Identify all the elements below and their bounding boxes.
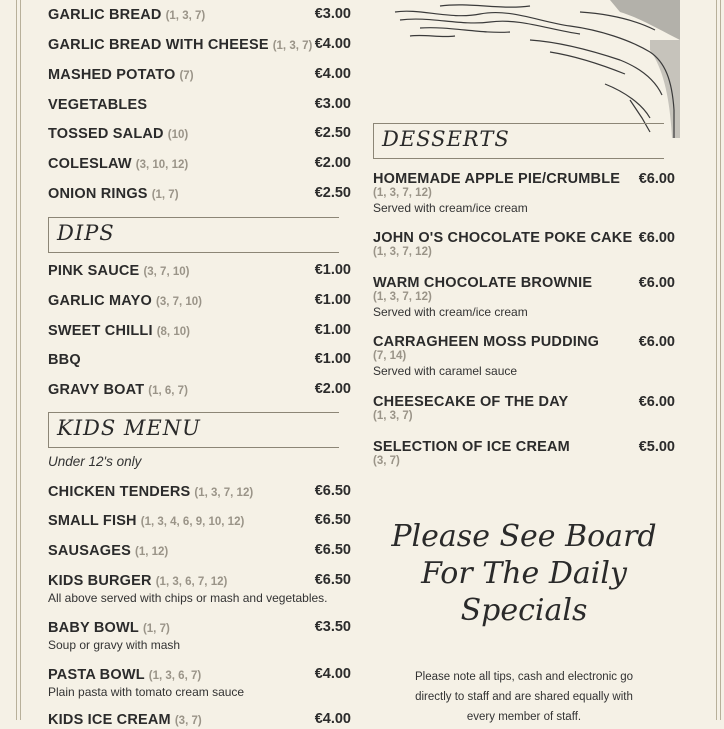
item-name: TOSSED SALAD [48, 126, 164, 142]
item-price: €6.00 [638, 394, 675, 410]
item-description: Served with cream/ice cream [373, 201, 528, 215]
page-border-right [716, 0, 721, 720]
item-price: €6.50 [314, 483, 351, 499]
item-price: €2.00 [314, 381, 351, 397]
item-price: €3.00 [314, 6, 351, 22]
item-price: €4.00 [314, 36, 351, 52]
side-item [48, 125, 351, 143]
item-allergens: (3, 7, 10) [155, 296, 203, 308]
dip-item [48, 262, 351, 280]
item-allergens: (3, 7, 10) [143, 266, 190, 278]
item-name: PINK SAUCE [48, 263, 140, 279]
dip-item [48, 322, 351, 340]
kids-item [48, 572, 351, 605]
item-allergens: (1, 3, 7, 12) [194, 487, 254, 499]
side-item [48, 185, 351, 203]
item-name: SMALL FISH [48, 513, 137, 529]
desserts-header [373, 123, 664, 159]
item-price: €1.00 [314, 292, 351, 308]
dip-item [48, 381, 351, 399]
item-description: Plain pasta with tomato cream sauce [48, 685, 245, 699]
kids-item [48, 483, 351, 501]
tips-note-line-1: Please note all tips, cash and electronic go [415, 671, 633, 683]
item-name: MASHED POTATO [48, 67, 176, 83]
specials-line-2: For The Daily [421, 556, 627, 591]
item-name: PASTA BOWL [48, 667, 145, 683]
item-allergens: (1, 3, 7) [272, 40, 313, 52]
kids-item [48, 619, 351, 652]
item-price: €5.00 [638, 439, 675, 455]
item-price: €4.00 [314, 666, 351, 682]
item-name: GARLIC BREAD WITH CHEESE [48, 37, 269, 53]
item-allergens: (1, 3, 4, 6, 9, 10, 12) [140, 516, 245, 528]
item-price: €3.50 [314, 619, 351, 635]
item-price: €4.00 [314, 66, 351, 82]
tips-note-line-3: every member of staff. [466, 711, 582, 723]
item-allergens: (1, 3, 7) [373, 410, 413, 422]
dessert-item [373, 334, 675, 378]
item-name: HOMEMADE APPLE PIE/CRUMBLE [373, 171, 621, 187]
item-price: €4.00 [314, 711, 351, 727]
item-price: €6.50 [314, 542, 351, 558]
item-name: CARRAGHEEN MOSS PUDDING [373, 334, 600, 350]
item-name: SWEET CHILLI [48, 323, 153, 339]
item-allergens: (3, 7) [373, 455, 400, 467]
dips-header [48, 217, 339, 253]
side-item [48, 36, 351, 54]
side-item [48, 155, 351, 173]
tips-note [373, 667, 675, 727]
coastline-sketch-illustration [380, 0, 680, 140]
item-price: €2.50 [314, 185, 351, 201]
specials-line-1: Please See Board [391, 519, 657, 554]
item-name: ONION RINGS [48, 186, 148, 202]
item-allergens: (1, 3, 7, 12) [373, 187, 432, 199]
item-name: KIDS ICE CREAM [48, 712, 171, 728]
kids-menu-header-title: KIDS MENU [57, 416, 201, 440]
side-item [48, 6, 351, 24]
side-item [48, 96, 351, 114]
page-border-left [16, 0, 21, 720]
item-name: JOHN O'S CHOCOLATE POKE CAKE [373, 230, 633, 246]
item-price: €6.50 [314, 512, 351, 528]
dessert-item [373, 230, 675, 259]
item-allergens: (7) [179, 70, 194, 82]
item-name: WARM CHOCOLATE BROWNIE [373, 275, 593, 291]
kids-item [48, 542, 351, 560]
item-allergens: (1, 7) [142, 623, 170, 635]
item-price: €1.00 [314, 262, 351, 278]
item-price: €6.00 [638, 230, 675, 246]
item-name: BABY BOWL [48, 620, 139, 636]
kids-age-note: Under 12's only [48, 454, 142, 469]
item-name: BBQ [48, 352, 81, 368]
dip-item [48, 351, 351, 369]
item-name: GARLIC BREAD [48, 7, 162, 23]
item-allergens: (1, 7) [151, 189, 179, 201]
item-name: GARLIC MAYO [48, 293, 152, 309]
tips-note-line-2: directly to staff and are shared equally with [415, 691, 633, 703]
item-allergens: (3, 10, 12) [135, 159, 189, 171]
dips-header-title: DIPS [57, 221, 115, 245]
item-price: €6.00 [638, 334, 675, 350]
item-price: €1.00 [314, 351, 351, 367]
item-allergens: (3, 7) [174, 715, 202, 727]
kids-item [48, 512, 351, 530]
kids-item [48, 711, 351, 729]
dessert-item [373, 394, 675, 423]
item-price: €6.50 [314, 572, 351, 588]
item-allergens: (10) [167, 129, 189, 141]
item-allergens: (1, 6, 7) [148, 385, 188, 397]
dip-item [48, 292, 351, 310]
item-allergens: (1, 3, 7, 12) [373, 291, 432, 303]
item-description: Soup or gravy with mash [48, 638, 181, 652]
item-price: €2.00 [314, 155, 351, 171]
item-description: All above served with chips or mash and vegetables. [48, 591, 328, 605]
dessert-item [373, 439, 675, 468]
item-allergens: (1, 3, 7) [165, 10, 206, 22]
desserts-header-title: DESSERTS [382, 127, 510, 151]
side-item [48, 66, 351, 84]
item-allergens: (8, 10) [156, 326, 190, 338]
kids-menu-header [48, 412, 339, 448]
item-allergens: (1, 3, 6, 7) [148, 670, 202, 682]
item-allergens: (1, 12) [134, 546, 169, 558]
daily-specials-notice [373, 518, 675, 629]
item-name: GRAVY BOAT [48, 382, 145, 398]
item-price: €1.00 [314, 322, 351, 338]
item-price: €6.00 [638, 275, 675, 291]
kids-item [48, 666, 351, 699]
dessert-item [373, 275, 675, 319]
item-name: KIDS BURGER [48, 573, 152, 589]
item-name: COLESLAW [48, 156, 132, 172]
item-name: SAUSAGES [48, 543, 131, 559]
item-allergens: (1, 3, 6, 7, 12) [155, 576, 228, 588]
specials-line-3: Specials [460, 593, 588, 628]
item-name: CHICKEN TENDERS [48, 484, 191, 500]
dessert-item [373, 171, 675, 215]
item-price: €2.50 [314, 125, 351, 141]
item-price: €3.00 [314, 96, 351, 112]
item-description: Served with cream/ice cream [373, 305, 528, 319]
item-allergens: (7, 14) [373, 350, 407, 362]
item-description: Served with caramel sauce [373, 364, 518, 378]
item-name: VEGETABLES [48, 97, 148, 113]
item-price: €6.00 [638, 171, 675, 187]
item-name: SELECTION OF ICE CREAM [373, 439, 570, 455]
item-name: CHEESECAKE OF THE DAY [373, 394, 569, 410]
item-allergens: (1, 3, 7, 12) [373, 246, 432, 258]
